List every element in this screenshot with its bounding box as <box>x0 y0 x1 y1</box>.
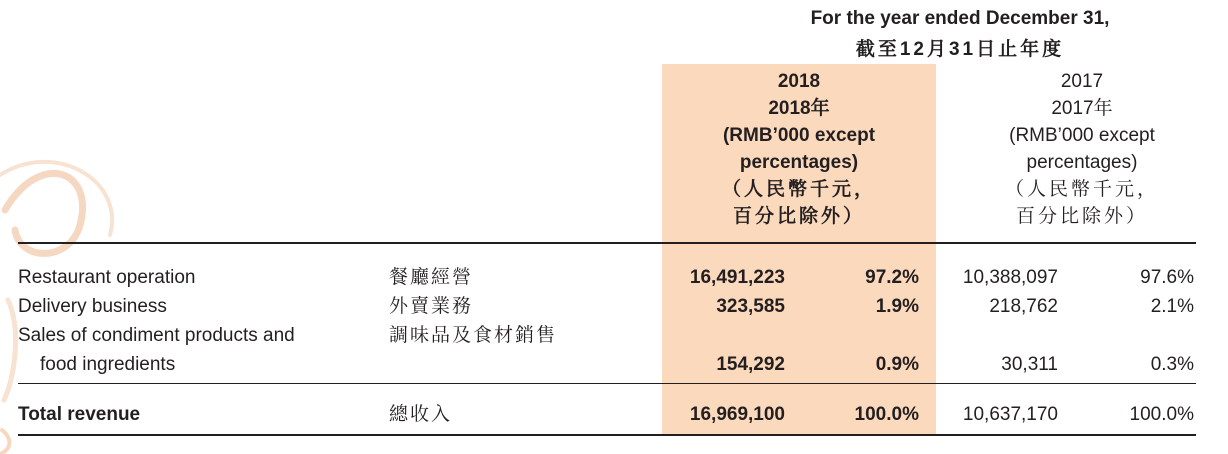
col-2018-unit-en-1: (RMB’000 except <box>722 125 876 146</box>
column-header-2017 <box>936 68 1228 230</box>
row-label-zh: 調味品及食材銷售 <box>389 325 558 346</box>
col-2017-unit-en-1: (RMB’000 except <box>1009 125 1155 146</box>
row-label-zh: 外賣業務 <box>389 296 474 317</box>
row-label-zh: 餐廳經營 <box>389 267 474 288</box>
column-header-2018 <box>662 68 936 230</box>
table-row <box>0 322 1228 350</box>
row-label-en-continued: food ingredients <box>40 354 176 375</box>
percent-2018: 0.9% <box>875 354 919 375</box>
col-2018-unit-zh-2: 百分比除外） <box>732 206 865 227</box>
total-amount-2018: 16,969,100 <box>689 404 785 425</box>
table-row <box>0 293 1228 321</box>
background-decoration <box>0 0 220 454</box>
col-2017-unit-zh-2: 百分比除外） <box>1015 206 1148 227</box>
percent-2018: 1.9% <box>875 296 919 317</box>
total-label-en: Total revenue <box>18 404 141 425</box>
amount-2017: 10,388,097 <box>962 267 1058 288</box>
percent-2017: 0.3% <box>1150 354 1194 375</box>
row-label-en: Restaurant operation <box>18 267 196 288</box>
percent-2017: 2.1% <box>1150 296 1194 317</box>
row-label-en: Sales of condiment products and <box>18 325 295 346</box>
amount-2018: 323,585 <box>716 296 785 317</box>
period-header-zh: 截至12月31日止年度 <box>855 39 1065 60</box>
total-label-zh: 總收入 <box>389 404 453 425</box>
amount-2018: 16,491,223 <box>689 267 785 288</box>
table-row <box>0 264 1228 292</box>
row-label-en: Delivery business <box>18 296 167 317</box>
total-amount-2017: 10,637,170 <box>962 404 1058 425</box>
amount-2018: 154,292 <box>716 354 785 375</box>
total-percent-2017: 100.0% <box>1129 404 1194 425</box>
table-row-continuation <box>0 351 1228 379</box>
col-2018-unit-zh-1: （人民幣千元， <box>721 179 876 200</box>
col-2017-year: 2017 <box>1060 71 1104 92</box>
amount-2017: 30,311 <box>1001 354 1058 375</box>
amount-2017: 218,762 <box>989 296 1058 317</box>
header-rule <box>18 242 1196 244</box>
period-header <box>700 8 1220 61</box>
total-rule <box>18 434 1196 436</box>
col-2018-year-zh: 2018年 <box>768 98 830 119</box>
total-row <box>0 401 1228 429</box>
percent-2018: 97.2% <box>865 267 919 288</box>
col-2017-unit-en-2: percentages) <box>1026 152 1138 173</box>
subtotal-rule <box>18 383 1196 384</box>
col-2017-year-zh: 2017年 <box>1051 98 1113 119</box>
percent-2017: 97.6% <box>1140 267 1194 288</box>
col-2017-unit-zh-1: （人民幣千元， <box>1004 179 1159 200</box>
col-2018-year: 2018 <box>777 71 821 92</box>
total-percent-2018: 100.0% <box>854 404 919 425</box>
col-2018-unit-en-2: percentages) <box>739 152 859 173</box>
period-header-en: For the year ended December 31, <box>810 8 1110 29</box>
